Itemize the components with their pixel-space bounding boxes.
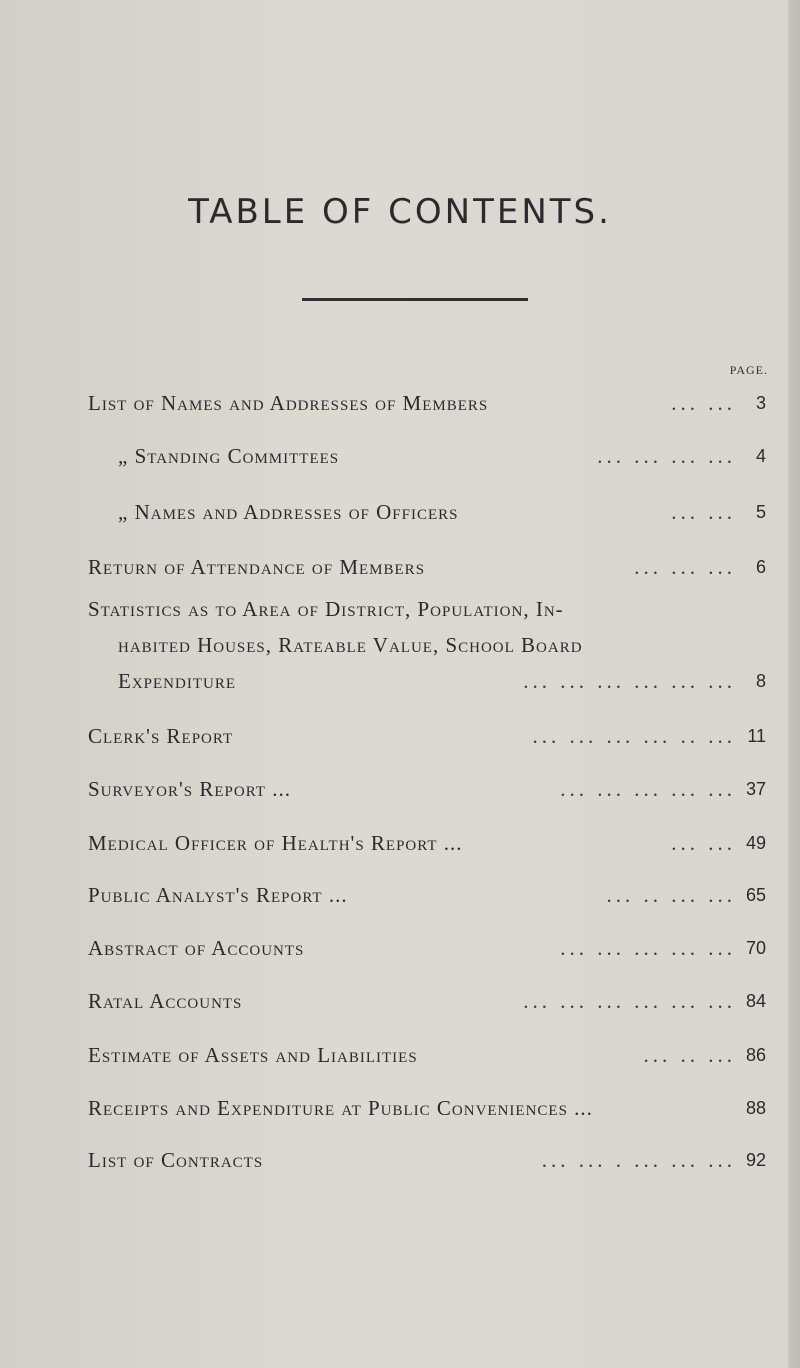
- toc-entry-label-line-last: [88, 663, 766, 699]
- toc-entry-label: Medical Officer of Health's Report ...: [88, 831, 463, 855]
- toc-entry-members: [88, 388, 766, 418]
- toc-entry-public-conveniences: [88, 1093, 766, 1123]
- toc-entry-medical-officer-report: [88, 828, 766, 858]
- leader-dots: ... ... ... ... ...: [560, 936, 736, 960]
- toc-page-number: 8: [755, 671, 766, 691]
- page-column-header: PAGE.: [729, 363, 768, 377]
- leader-dots: ... ... . ... ... ...: [541, 1148, 736, 1172]
- toc-entry-abstract-of-accounts: [88, 933, 766, 963]
- toc-entry-standing-committees: [88, 441, 766, 471]
- toc-entry-label: Expenditure: [118, 669, 236, 693]
- toc-entry-label: „ Standing Committees: [118, 444, 340, 468]
- leader-dots: ... ...: [671, 500, 736, 524]
- leader-dots: ... .. ... ...: [606, 883, 736, 907]
- leader-dots: ... ... ... ...: [597, 444, 736, 468]
- toc-entry-public-analyst-report: [88, 880, 766, 910]
- toc-entry-label-line: habited Houses, Rateable Value, School Board: [118, 633, 583, 657]
- toc-entry-statistics: [88, 591, 766, 699]
- toc-entry-surveyors-report: [88, 774, 766, 804]
- toc-entry-label: Ratal Accounts: [88, 989, 243, 1013]
- toc-entry-label: Public Analyst's Report ...: [88, 883, 348, 907]
- toc-entry-label: Clerk's Report: [88, 724, 234, 748]
- toc-page-number: 49: [745, 833, 766, 853]
- leader-dots: ... ... ... ... ...: [560, 777, 736, 801]
- leader-dots: ... .. ...: [643, 1043, 736, 1067]
- toc-entry-label: Return of Attendance of Members: [88, 555, 426, 579]
- toc-entry-assets-liabilities: [88, 1040, 766, 1070]
- toc-entry-label: Surveyor's Report ...: [88, 777, 291, 801]
- toc-page-number: 65: [745, 885, 766, 905]
- leader-dots: ... ... ... ... .. ...: [532, 724, 736, 748]
- toc-page-number: 86: [745, 1045, 766, 1065]
- title-rule: [302, 298, 528, 301]
- toc-entry-label: List of Names and Addresses of Members: [88, 391, 489, 415]
- leader-dots: ... ...: [671, 391, 736, 415]
- toc-entry-list-of-contracts: [88, 1145, 766, 1175]
- toc-entry-ratal-accounts: [88, 986, 766, 1016]
- toc-entry-label: Abstract of Accounts: [88, 936, 305, 960]
- leader-dots: ... ...: [671, 831, 736, 855]
- toc-page-number: 11: [747, 726, 766, 746]
- toc-page-number: 6: [755, 557, 766, 577]
- toc-page-number: 88: [745, 1098, 766, 1118]
- toc-entry-label: List of Contracts: [88, 1148, 264, 1172]
- toc-entry-clerks-report: [88, 721, 766, 751]
- toc-entry-label: Estimate of Assets and Liabilities: [88, 1043, 418, 1067]
- toc-entry-label: „ Names and Addresses of Officers: [118, 500, 459, 524]
- leader-dots: ... ... ... ... ... ...: [523, 989, 736, 1013]
- toc-page-number: 4: [755, 446, 766, 466]
- leader-dots: ... ... ...: [634, 555, 736, 579]
- toc-entry-attendance: [88, 552, 766, 582]
- toc-entry-label-line: Statistics as to Area of District, Population, In-: [88, 597, 564, 621]
- toc-page-number: 92: [745, 1150, 766, 1170]
- toc-page-number: 70: [745, 938, 766, 958]
- leader-dots: ... ... ... ... ... ...: [523, 669, 736, 693]
- toc-entry-label: Receipts and Expenditure at Public Conveniences ...: [88, 1096, 593, 1120]
- toc-page-number: 37: [745, 779, 766, 799]
- toc-entry-officers: [88, 497, 766, 527]
- toc-page-number: 84: [745, 991, 766, 1011]
- toc-page-number: 5: [755, 502, 766, 522]
- page-title: TABLE OF CONTENTS.: [188, 192, 612, 232]
- toc-page-number: 3: [755, 393, 766, 413]
